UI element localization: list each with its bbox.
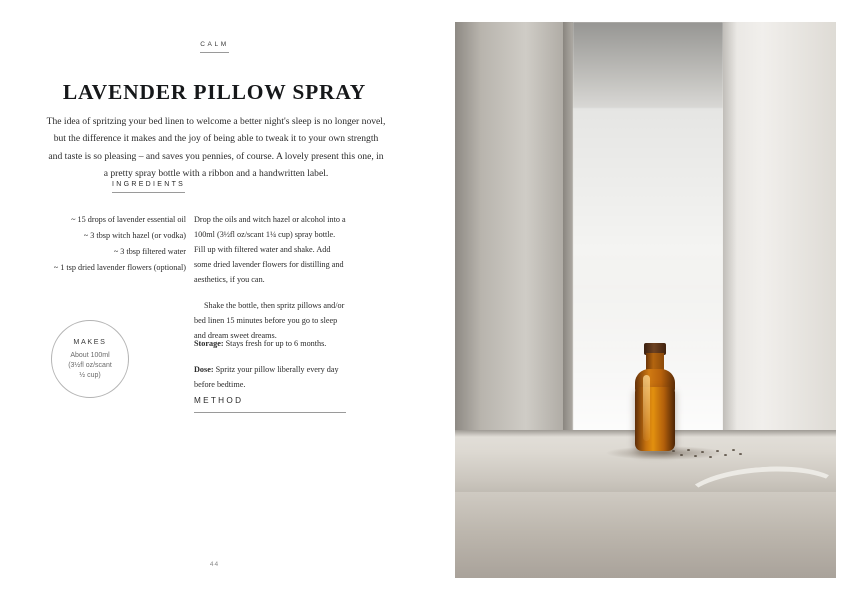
page-gutter — [429, 0, 430, 600]
storage-note — [194, 336, 346, 351]
ingredients-heading: INGREDIENTS — [112, 181, 185, 193]
sky-through-window — [573, 22, 723, 108]
window-frame-left — [455, 22, 573, 452]
dose-text: Spritz your pillow liberally every day before bedtime. — [194, 365, 339, 389]
makes-badge-line1: About 100ml — [70, 352, 110, 359]
bottle-body — [635, 387, 675, 451]
chapter-kicker: CALM — [200, 41, 228, 53]
chapter-kicker-wrap — [0, 33, 429, 53]
photo-window-sill-bottle — [455, 22, 836, 578]
window-reveal-right — [723, 22, 836, 442]
list-item: ~ 1 tsp dried lavender flowers (optional) — [53, 263, 186, 272]
method-heading: METHOD — [194, 393, 346, 413]
bottle-highlight — [643, 375, 650, 441]
notes-block — [194, 336, 346, 392]
method-paragraph: Shake the bottle, then spritz pillows and/or bed linen 15 minutes before you go to sleep and dream sweet dreams. — [194, 301, 345, 340]
dose-note — [194, 362, 346, 392]
ingredients-list — [0, 212, 186, 276]
makes-badge — [51, 320, 129, 398]
makes-badge-title: MAKES — [73, 337, 107, 346]
storage-text: Stays fresh for up to 6 months. — [223, 339, 327, 348]
list-item: ~ 3 tbsp witch hazel (or vodka) — [83, 231, 186, 240]
right-page — [455, 22, 836, 578]
dried-lavender-seeds — [670, 447, 748, 463]
method-text — [194, 212, 346, 343]
makes-badge-line3: ½ cup) — [79, 372, 101, 379]
list-item: ~ 3 tbsp filtered water — [113, 247, 186, 256]
page-title: LAVENDER PILLOW SPRAY — [62, 80, 367, 105]
storage-label: Storage: — [194, 339, 224, 348]
dose-label: Dose: — [194, 365, 214, 374]
white-cord — [683, 467, 833, 507]
makes-badge-line2: (3½fl oz/scant — [68, 362, 112, 369]
page-number: 44 — [209, 561, 220, 568]
list-item: ~ 15 drops of lavender essential oil — [71, 215, 186, 224]
amber-spray-bottle — [631, 335, 679, 457]
intro-paragraph: The idea of spritzing your bed linen to welcome a better night's sleep is no longer novel, but the difference it makes and the joy of being able to tweak it to your own strength and taste is so pleasing – and saves you pennies, of course. A lovely present this one, in a pretty spray bottle with a ribbon and a handwritten label. — [46, 115, 386, 180]
method-paragraph: Drop the oils and witch hazel or alcohol into a 100ml (3½fl oz/scant 1¼ cup) spray bottle. Fill up with filtered water and shake. Add some dried lavender flowers for distilling and aesthetics, if you can. — [194, 215, 346, 284]
